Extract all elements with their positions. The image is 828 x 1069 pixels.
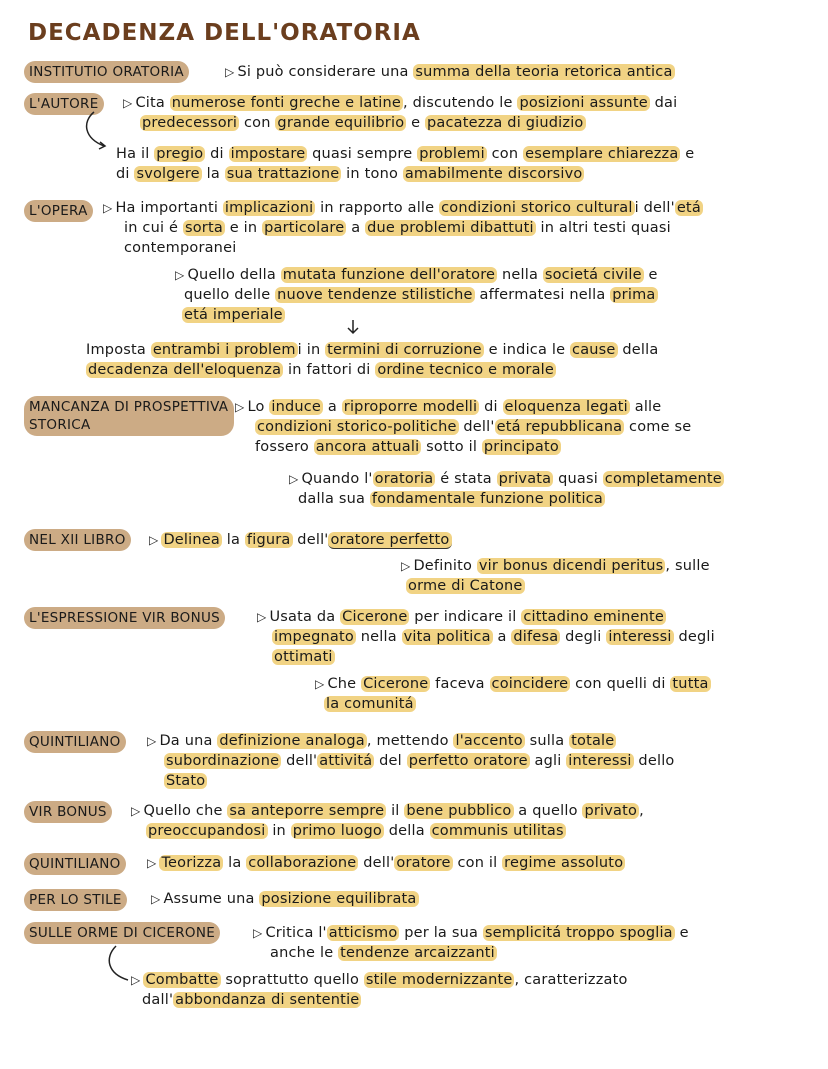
- text-segment: per indicare il: [409, 609, 522, 625]
- text-segment: in tono: [341, 166, 403, 182]
- text-segment: come se: [624, 419, 692, 435]
- text-segment: in: [267, 823, 291, 839]
- text-segment: Da una: [159, 733, 218, 749]
- highlighted-text: cause: [572, 342, 616, 358]
- highlighted-text: principato: [483, 439, 559, 455]
- text-segment: quasi sempre: [307, 146, 418, 162]
- highlighted-text: orme di Catone: [408, 578, 523, 594]
- highlighted-text: amabilmente discorsivo: [404, 166, 583, 182]
- text-segment: in altri testi quasi: [535, 220, 671, 236]
- text-line: [398, 556, 710, 576]
- text-line: [164, 771, 207, 791]
- highlighted-text: oratore perfetto: [330, 532, 450, 548]
- arrow-right-icon: ▷: [315, 677, 325, 691]
- text-segment: Quello che: [143, 803, 228, 819]
- text-segment: Quello della: [187, 267, 281, 283]
- highlighted-text: primo luogo: [292, 823, 382, 839]
- text-line: [124, 218, 671, 238]
- text-line: [298, 489, 605, 509]
- text-segment: Lo: [247, 399, 270, 415]
- text-segment: a: [346, 220, 366, 236]
- text-segment: , sulle: [665, 558, 710, 574]
- highlighted-text: cittadino eminente: [523, 609, 665, 625]
- text-line: [140, 113, 586, 133]
- text-line: [86, 340, 658, 360]
- highlighted-text: problemi: [419, 146, 485, 162]
- tag-opera: L'OPERA: [24, 200, 93, 222]
- highlighted-text: interessi: [568, 753, 632, 769]
- text-segment: fossero: [255, 439, 314, 455]
- text-segment: ,: [639, 803, 644, 819]
- highlighted-text: condizioni storico cultural: [441, 200, 633, 216]
- text-segment: sulla: [524, 733, 570, 749]
- arrow-right-icon: ▷: [401, 559, 411, 573]
- arrow-right-icon: ▷: [289, 472, 299, 486]
- arrow-right-icon: ▷: [257, 610, 267, 624]
- highlighted-text: Stato: [166, 773, 206, 789]
- highlighted-text: vita politica: [403, 629, 491, 645]
- highlighted-text: svolgere: [136, 166, 200, 182]
- highlighted-text: attivitá: [319, 753, 373, 769]
- text-segment: Assume una: [163, 891, 260, 907]
- text-segment: a: [492, 629, 512, 645]
- text-segment: quasi: [553, 471, 603, 487]
- highlighted-text: termini di corruzione: [327, 342, 482, 358]
- highlighted-text: interessi: [608, 629, 672, 645]
- text-segment: per la sua: [399, 925, 483, 941]
- text-segment: e: [680, 146, 695, 162]
- highlighted-text: ordine tecnico e morale: [377, 362, 555, 378]
- text-segment: a: [323, 399, 342, 415]
- highlighted-text: riproporre modelli: [343, 399, 478, 415]
- text-segment: con quelli di: [570, 676, 671, 692]
- text-segment: di: [205, 146, 229, 162]
- highlighted-text: societá civile: [544, 267, 642, 283]
- text-segment: della: [617, 342, 659, 358]
- text-line: [164, 751, 675, 771]
- text-segment: Critica l': [265, 925, 327, 941]
- text-line: [255, 417, 691, 437]
- text-segment: dall': [142, 992, 174, 1008]
- highlighted-text: implicazioni: [224, 200, 314, 216]
- text-line: [182, 305, 285, 325]
- tag-per-lo-stile: PER LO STILE: [24, 889, 127, 911]
- text-line: [144, 853, 625, 873]
- highlighted-text: vir bonus dicendi peritus: [478, 558, 664, 574]
- text-segment: dell': [458, 419, 495, 435]
- text-segment: sotto il: [421, 439, 482, 455]
- arrow-right-icon: ▷: [225, 65, 235, 79]
- text-line: [120, 93, 677, 113]
- text-segment: il: [386, 803, 405, 819]
- text-segment: e: [406, 115, 426, 131]
- text-segment: in rapporto alle: [315, 200, 440, 216]
- highlighted-text: sorta: [184, 220, 223, 236]
- text-segment: la: [201, 166, 225, 182]
- text-segment: la: [221, 532, 245, 548]
- text-segment: con il: [452, 855, 503, 871]
- text-line: [128, 801, 644, 821]
- tag-sulle-orme-di-cicerone: SULLE ORME DI CICERONE: [24, 922, 220, 944]
- arrow-right-icon: ▷: [131, 804, 141, 818]
- text-segment: nella: [497, 267, 543, 283]
- arrow-right-icon: ▷: [149, 533, 159, 547]
- highlighted-text: predecessori: [142, 115, 238, 131]
- text-segment: Definito: [413, 558, 477, 574]
- highlighted-text: Cicerone: [363, 676, 429, 692]
- text-segment: Ha importanti: [115, 200, 223, 216]
- text-segment: nella: [355, 629, 402, 645]
- text-segment: agli: [529, 753, 567, 769]
- highlighted-text: sa anteporre sempre: [229, 803, 385, 819]
- text-line: [142, 990, 361, 1010]
- highlighted-text: impostare: [230, 146, 306, 162]
- highlighted-text: decadenza dell'eloquenza: [88, 362, 282, 378]
- highlighted-text: posizione equilibrata: [261, 891, 417, 907]
- highlighted-text: summa della teoria retorica antica: [415, 64, 673, 80]
- text-segment: in fattori di: [283, 362, 376, 378]
- highlighted-text: collaborazione: [248, 855, 357, 871]
- arrow-right-icon: ▷: [131, 973, 141, 987]
- text-line: [148, 889, 419, 909]
- text-segment: e in: [224, 220, 263, 236]
- text-segment: , caratterizzato: [514, 972, 628, 988]
- highlighted-text: etá: [676, 200, 701, 216]
- text-segment: degli: [560, 629, 607, 645]
- highlighted-text: privata: [498, 471, 552, 487]
- text-segment: dello: [633, 753, 675, 769]
- text-segment: Ha il: [116, 146, 155, 162]
- highlighted-text: oratoria: [374, 471, 434, 487]
- text-segment: i dell': [634, 200, 675, 216]
- arrow-right-icon: ▷: [123, 96, 133, 110]
- text-segment: quello delle: [184, 287, 276, 303]
- text-segment: affermatesi nella: [474, 287, 611, 303]
- highlighted-text: regime assoluto: [504, 855, 624, 871]
- highlighted-text: Cicerone: [342, 609, 408, 625]
- arrow-right-icon: ▷: [147, 856, 157, 870]
- highlighted-text: sua trattazione: [226, 166, 340, 182]
- text-segment: soprattutto quello: [220, 972, 364, 988]
- highlighted-text: privato: [584, 803, 638, 819]
- highlighted-text: impegnato: [274, 629, 354, 645]
- highlighted-text: esemplare chiarezza: [525, 146, 679, 162]
- text-segment: Imposta: [86, 342, 151, 358]
- highlighted-text: pacatezza di giudizio: [427, 115, 584, 131]
- text-line: [184, 285, 658, 305]
- text-line: [100, 198, 703, 218]
- highlighted-text: condizioni storico-politiche: [257, 419, 457, 435]
- text-line: [406, 576, 525, 596]
- text-segment: i in: [297, 342, 326, 358]
- tag-quintiliano-1: QUINTILIANO: [24, 731, 126, 753]
- highlighted-text: grande equilibrio: [277, 115, 405, 131]
- text-line: [222, 62, 675, 82]
- highlighted-text: ottimati: [274, 649, 333, 665]
- highlighted-text: Teorizza: [161, 855, 222, 871]
- text-segment: Che: [327, 676, 362, 692]
- text-segment: dai: [649, 95, 678, 111]
- text-line: [86, 360, 556, 380]
- connector-arrow-icon: [100, 944, 140, 990]
- tag-quintiliano-2: QUINTILIANO: [24, 853, 126, 875]
- text-line: [270, 943, 497, 963]
- text-segment: dalla sua: [298, 491, 370, 507]
- text-segment: anche le: [270, 945, 339, 961]
- tag-vir-bonus: VIR BONUS: [24, 801, 112, 823]
- arrow-right-icon: ▷: [103, 201, 113, 215]
- highlighted-text: totale: [571, 733, 615, 749]
- text-line: [146, 530, 452, 550]
- tag-autore: L'AUTORE: [24, 93, 104, 115]
- text-line: [128, 970, 628, 990]
- text-segment: faceva: [430, 676, 490, 692]
- highlighted-text: Combatte: [145, 972, 219, 988]
- text-segment: degli: [673, 629, 715, 645]
- text-segment: in cui é: [124, 220, 183, 236]
- text-line: [272, 627, 715, 647]
- tag-xii-libro: NEL XII LIBRO: [24, 529, 131, 551]
- text-segment: é stata: [435, 471, 497, 487]
- text-segment: alle: [629, 399, 662, 415]
- text-line: [146, 821, 566, 841]
- down-arrow-icon: [345, 318, 361, 338]
- highlighted-text: etá imperiale: [184, 307, 283, 323]
- text-line: [144, 731, 616, 751]
- connector-arrow-icon: [80, 110, 120, 160]
- highlighted-text: preoccupandosi: [148, 823, 266, 839]
- highlighted-text: figura: [246, 532, 291, 548]
- arrow-right-icon: ▷: [253, 926, 263, 940]
- highlighted-text: ancora attuali: [315, 439, 420, 455]
- highlighted-text: atticismo: [328, 925, 398, 941]
- text-segment: dell': [281, 753, 318, 769]
- text-segment: Si può considerare una: [237, 64, 414, 80]
- text-segment: a quello: [513, 803, 583, 819]
- highlighted-text: pregio: [156, 146, 204, 162]
- highlighted-text: induce: [271, 399, 322, 415]
- text-line: [232, 397, 661, 417]
- highlighted-text: coincidere: [491, 676, 569, 692]
- highlighted-text: communis utilitas: [431, 823, 564, 839]
- text-segment: , mettendo: [366, 733, 454, 749]
- text-line: [255, 437, 561, 457]
- highlighted-text: oratore: [396, 855, 451, 871]
- highlighted-text: l'accento: [455, 733, 523, 749]
- highlighted-text: particolare: [264, 220, 345, 236]
- highlighted-text: perfetto oratore: [408, 753, 528, 769]
- highlighted-text: prima: [612, 287, 656, 303]
- highlighted-text: difesa: [513, 629, 559, 645]
- highlighted-text: definizione analoga: [219, 733, 365, 749]
- highlighted-text: abbondanza di sententie: [175, 992, 360, 1008]
- text-segment: con: [486, 146, 524, 162]
- text-line: [172, 265, 658, 285]
- text-line: [116, 164, 584, 184]
- text-segment: Quando l': [301, 471, 373, 487]
- arrow-right-icon: ▷: [235, 400, 245, 414]
- text-line: [124, 238, 236, 258]
- text-segment: dell': [292, 532, 329, 548]
- highlighted-text: tendenze arcaizzanti: [340, 945, 495, 961]
- text-segment: , discutendo le: [403, 95, 518, 111]
- highlighted-text: nuove tendenze stilistiche: [277, 287, 473, 303]
- text-segment: dell': [358, 855, 395, 871]
- highlighted-text: Delinea: [163, 532, 220, 548]
- highlighted-text: numerose fonti greche e latine: [171, 95, 402, 111]
- highlighted-text: subordinazione: [166, 753, 280, 769]
- text-line: [250, 923, 689, 943]
- page-title: DECADENZA DELL'ORATORIA: [28, 20, 421, 46]
- tag-espressione-vir-bonus: L'ESPRESSIONE VIR BONUS: [24, 607, 225, 629]
- text-segment: Cita: [135, 95, 170, 111]
- tag-institutio-oratoria: INSTITUTIO ORATORIA: [24, 61, 189, 83]
- text-segment: contemporanei: [124, 240, 237, 256]
- text-segment: e: [643, 267, 658, 283]
- highlighted-text: stile modernizzante: [365, 972, 513, 988]
- highlighted-text: eloquenza legati: [504, 399, 628, 415]
- highlighted-text: mutata funzione dell'oratore: [282, 267, 496, 283]
- highlighted-text: tutta: [672, 676, 709, 692]
- text-line: [116, 144, 694, 164]
- highlighted-text: bene pubblico: [406, 803, 512, 819]
- tag-mancanza-prospettiva: MANCANZA DI PROSPETTIVA STORICA: [24, 396, 234, 436]
- text-line: [324, 694, 416, 714]
- text-segment: e: [674, 925, 689, 941]
- text-segment: Usata da: [269, 609, 341, 625]
- highlighted-text: fondamentale funzione politica: [371, 491, 603, 507]
- text-segment: del: [374, 753, 407, 769]
- highlighted-text: due problemi dibattuti: [367, 220, 534, 236]
- arrow-right-icon: ▷: [175, 268, 185, 282]
- text-line: [312, 674, 711, 694]
- text-segment: di: [479, 399, 503, 415]
- text-segment: e indica le: [483, 342, 571, 358]
- text-segment: di: [116, 166, 135, 182]
- highlighted-text: completamente: [604, 471, 722, 487]
- highlighted-text: semplicitá troppo spoglia: [484, 925, 673, 941]
- text-segment: della: [383, 823, 430, 839]
- text-segment: la: [223, 855, 247, 871]
- highlighted-text: etá repubblicana: [496, 419, 623, 435]
- arrow-right-icon: ▷: [151, 892, 161, 906]
- highlighted-text: entrambi i problem: [152, 342, 296, 358]
- text-segment: con: [239, 115, 276, 131]
- text-line: [286, 469, 724, 489]
- text-line: [272, 647, 335, 667]
- highlighted-text: la comunitá: [326, 696, 414, 712]
- highlighted-text: posizioni assunte: [519, 95, 648, 111]
- arrow-right-icon: ▷: [147, 734, 157, 748]
- text-line: [254, 607, 666, 627]
